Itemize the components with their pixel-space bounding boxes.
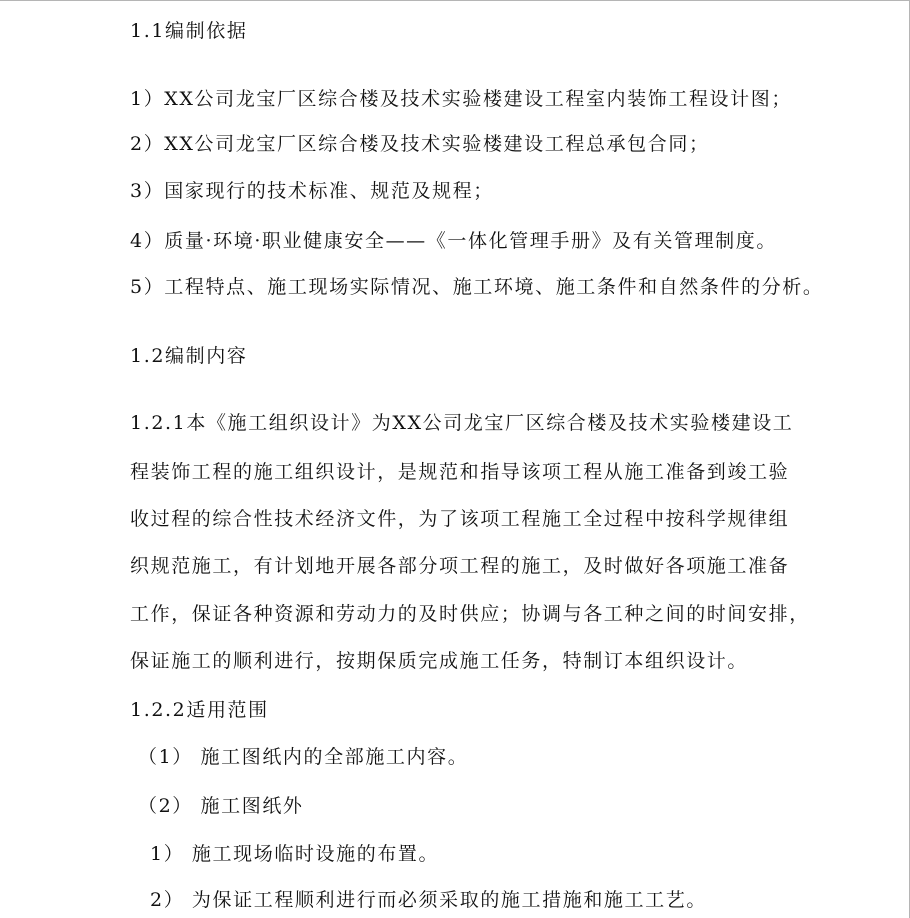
paragraph-line-6: 保证施工的顺利进行，按期保质完成施工任务，特制订本组织设计。 <box>130 650 749 672</box>
scope-item-2: （2） 施工图纸外 <box>138 795 304 817</box>
paragraph-line-4: 织规范施工，有计划地开展各部分项工程的施工，及时做好各项施工准备 <box>130 555 790 577</box>
paragraph-line-3: 收过程的综合性技术经济文件，为了该项工程施工全过程中按科学规律组 <box>130 508 790 530</box>
scope-item-1: （1） 施工图纸内的全部施工内容。 <box>138 746 469 768</box>
basis-item-1: 1）XX公司龙宝厂区综合楼及技术实验楼建设工程室内装饰工程设计图； <box>130 88 792 110</box>
basis-item-4: 4）质量·环境·职业健康安全——《一体化管理手册》及有关管理制度。 <box>130 230 777 252</box>
scope-sub-item-2: 2） 为保证工程顺利进行而必须采取的施工措施和施工工艺。 <box>150 889 707 911</box>
basis-item-3: 3）国家现行的技术标准、规范及规程； <box>130 180 494 202</box>
basis-item-2: 2）XX公司龙宝厂区综合楼及技术实验楼建设工程总承包合同； <box>130 133 710 155</box>
section-heading-1-2: 1.2编制内容 <box>130 345 248 367</box>
subsection-heading-1-2-2: 1.2.2适用范围 <box>130 699 269 721</box>
scope-sub-item-1: 1） 施工现场临时设施的布置。 <box>150 843 440 865</box>
paragraph-line-5: 工作，保证各种资源和劳动力的及时供应；协调与各工种之间的时间安排， <box>130 603 810 625</box>
paragraph-line-1: 1.2.1本《施工组织设计》为XX公司龙宝厂区综合楼及技术实验楼建设工 <box>130 412 794 434</box>
paragraph-line-2: 程装饰工程的施工组织设计，是规范和指导该项工程从施工准备到竣工验 <box>130 461 790 483</box>
basis-item-5: 5）工程特点、施工现场实际情况、施工环境、施工条件和自然条件的分析。 <box>130 276 824 298</box>
section-heading-1-1: 1.1编制依据 <box>130 20 248 42</box>
